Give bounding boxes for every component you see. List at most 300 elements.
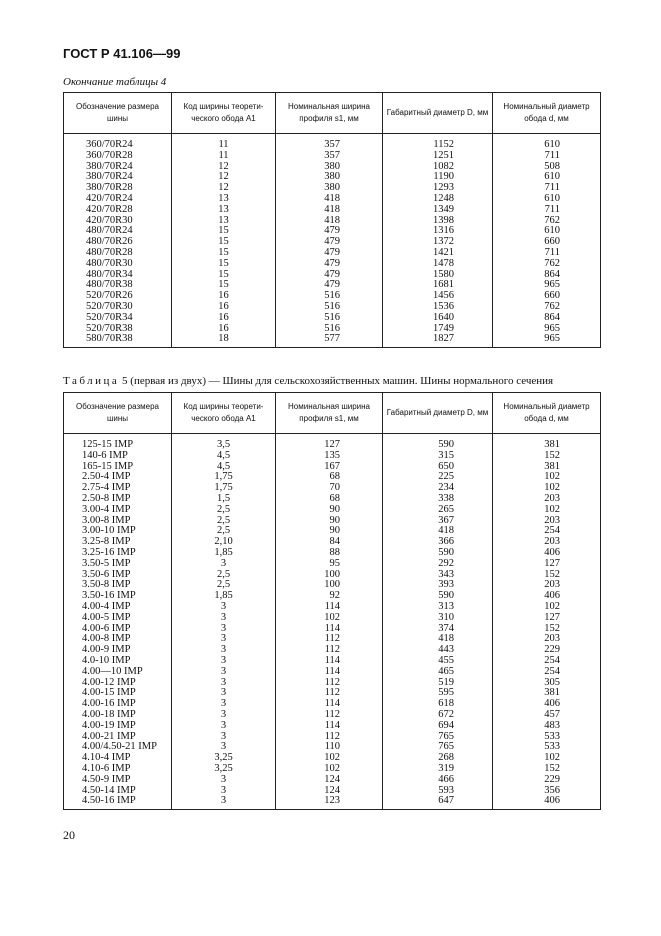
table-cell: 1749	[383, 324, 493, 335]
table-cell: 203	[493, 494, 601, 505]
table-cell: 593	[383, 786, 493, 797]
table-cell: 3.00-8 IMP	[64, 516, 172, 527]
table-cell: 114	[276, 624, 383, 635]
table-cell: 610	[493, 140, 601, 151]
table-cell: 420/70R30	[64, 216, 172, 227]
table-cell: 315	[383, 451, 493, 462]
table-cell: 11	[172, 140, 276, 151]
table-cell: 3	[172, 688, 276, 699]
table-cell: 114	[276, 656, 383, 667]
table-cell: 580/70R38	[64, 334, 172, 347]
table-cell: 466	[383, 775, 493, 786]
table-cell: 203	[493, 580, 601, 591]
document-header: ГОСТ Р 41.106—99	[63, 46, 181, 61]
table-row	[64, 205, 601, 216]
table-cell: 381	[493, 462, 601, 473]
table-cell: 672	[383, 710, 493, 721]
table-cell: 140-6 IMP	[64, 451, 172, 462]
table-cell: 11	[172, 151, 276, 162]
table-cell: 112	[276, 678, 383, 689]
table-cell: 1349	[383, 205, 493, 216]
table-cell: 393	[383, 580, 493, 591]
table-cell: 4.00-21 IMP	[64, 732, 172, 743]
table-cell: 12	[172, 172, 276, 183]
table5-caption	[63, 375, 553, 387]
table-cell: 1640	[383, 313, 493, 324]
table-cell: 152	[493, 624, 601, 635]
table-cell: 225	[383, 472, 493, 483]
table-cell: 418	[276, 194, 383, 205]
table-cell: 483	[493, 721, 601, 732]
table-cell: 15	[172, 280, 276, 291]
table-cell: 618	[383, 699, 493, 710]
table-cell: 1248	[383, 194, 493, 205]
table-cell: 102	[493, 483, 601, 494]
table-cell: 127	[493, 559, 601, 570]
table-cell: 2,5	[172, 505, 276, 516]
table-cell: 4.00—10 IMP	[64, 667, 172, 678]
table-cell: 90	[276, 516, 383, 527]
table5-column-header: Габаритный диаметр D, мм	[383, 393, 493, 434]
table-cell: 3	[172, 775, 276, 786]
table4-column-header: Номинальная ширина профиля s1, мм	[276, 93, 383, 134]
table-cell: 15	[172, 270, 276, 281]
table-cell: 380	[276, 183, 383, 194]
table-cell: 90	[276, 526, 383, 537]
table-cell: 1827	[383, 334, 493, 347]
table-cell: 12	[172, 162, 276, 173]
table-cell: 2.75-4 IMP	[64, 483, 172, 494]
table-cell: 4.00-15 IMP	[64, 688, 172, 699]
table-cell: 465	[383, 667, 493, 678]
table-cell: 4.50-16 IMP	[64, 796, 172, 809]
table-cell: 508	[493, 162, 601, 173]
table-cell: 123	[276, 796, 383, 809]
table-cell: 2.50-4 IMP	[64, 472, 172, 483]
table-cell: 165-15 IMP	[64, 462, 172, 473]
table-cell: 3	[172, 699, 276, 710]
table-cell: 1421	[383, 248, 493, 259]
table-cell: 1580	[383, 270, 493, 281]
table-cell: 16	[172, 324, 276, 335]
table-cell: 102	[276, 613, 383, 624]
table-cell: 3	[172, 624, 276, 635]
table-cell: 268	[383, 753, 493, 764]
table-cell: 4,5	[172, 462, 276, 473]
table-cell: 418	[276, 205, 383, 216]
table4-body	[64, 134, 601, 348]
table-row	[64, 559, 601, 570]
table-cell: 102	[493, 602, 601, 613]
table-cell: 520/70R34	[64, 313, 172, 324]
table-cell: 3	[172, 796, 276, 809]
table-cell: 457	[493, 710, 601, 721]
table-cell: 356	[493, 786, 601, 797]
table-cell: 3	[172, 710, 276, 721]
table-cell: 4.0-10 IMP	[64, 656, 172, 667]
table-cell: 1,85	[172, 591, 276, 602]
table-cell: 647	[383, 796, 493, 809]
table-cell: 381	[493, 688, 601, 699]
table-cell: 4.00-4 IMP	[64, 602, 172, 613]
table-cell: 254	[493, 656, 601, 667]
table5-header-row	[64, 393, 601, 434]
table-row	[64, 796, 601, 809]
table-cell: 254	[493, 526, 601, 537]
table-cell: 3,5	[172, 440, 276, 451]
table-cell: 124	[276, 775, 383, 786]
table-cell: 90	[276, 505, 383, 516]
table-cell: 3	[172, 634, 276, 645]
table-cell: 520/70R38	[64, 324, 172, 335]
table-5	[63, 392, 601, 810]
table-cell: 1,5	[172, 494, 276, 505]
table-cell: 965	[493, 324, 601, 335]
table-cell: 381	[493, 440, 601, 451]
table-cell: 16	[172, 291, 276, 302]
table-cell: 711	[493, 151, 601, 162]
table-cell: 152	[493, 451, 601, 462]
table-cell: 4.00/4.50-21 IMP	[64, 742, 172, 753]
table-cell: 380/70R28	[64, 183, 172, 194]
table-cell: 533	[493, 742, 601, 753]
table-cell: 127	[493, 613, 601, 624]
table-cell: 762	[493, 216, 601, 227]
table-cell: 420/70R24	[64, 194, 172, 205]
table4-column-header: Обозначение размера шины	[64, 93, 172, 134]
table-cell: 3	[172, 656, 276, 667]
table-cell: 18	[172, 334, 276, 347]
table-row	[64, 667, 601, 678]
table-cell: 112	[276, 732, 383, 743]
table-cell: 357	[276, 140, 383, 151]
table-cell: 70	[276, 483, 383, 494]
table-4	[63, 92, 601, 348]
table-cell: 480/70R34	[64, 270, 172, 281]
table-cell: 135	[276, 451, 383, 462]
table-row	[64, 259, 601, 270]
table-cell: 590	[383, 548, 493, 559]
table-cell: 479	[276, 259, 383, 270]
table-cell: 1456	[383, 291, 493, 302]
table-cell: 112	[276, 710, 383, 721]
table-cell: 1,75	[172, 483, 276, 494]
table-cell: 102	[493, 505, 601, 516]
table-cell: 203	[493, 537, 601, 548]
table-cell: 1536	[383, 302, 493, 313]
table-row	[64, 721, 601, 732]
table-cell: 15	[172, 226, 276, 237]
table5-body	[64, 434, 601, 810]
table-cell: 1251	[383, 151, 493, 162]
table5-column-header: Код ширины теорети-ческого обода A1	[172, 393, 276, 434]
table5-caption-text: 5 (первая из двух) — Шины для сельскохозяйственных машин. Шины нормального сечения	[119, 375, 554, 387]
table-cell: 374	[383, 624, 493, 635]
table-cell: 114	[276, 667, 383, 678]
table-cell: 3	[172, 613, 276, 624]
table-cell: 3	[172, 786, 276, 797]
table-cell: 520/70R26	[64, 291, 172, 302]
table-row	[64, 334, 601, 347]
table-cell: 380/70R24	[64, 172, 172, 183]
table-cell: 516	[276, 302, 383, 313]
table-cell: 864	[493, 313, 601, 324]
table-cell: 3.50-5 IMP	[64, 559, 172, 570]
table-cell: 114	[276, 602, 383, 613]
table-cell: 762	[493, 302, 601, 313]
table-cell: 1398	[383, 216, 493, 227]
table-cell: 4.00-16 IMP	[64, 699, 172, 710]
table4-column-header: Номинальный диаметр обода d, мм	[493, 93, 601, 134]
table-cell: 455	[383, 656, 493, 667]
table-cell: 3.25-8 IMP	[64, 537, 172, 548]
table-cell: 4.00-9 IMP	[64, 645, 172, 656]
table-cell: 1316	[383, 226, 493, 237]
table-cell: 2,5	[172, 526, 276, 537]
table-cell: 380	[276, 162, 383, 173]
table-cell: 3	[172, 742, 276, 753]
table-cell: 100	[276, 570, 383, 581]
table-cell: 1,85	[172, 548, 276, 559]
table-cell: 68	[276, 494, 383, 505]
table-cell: 112	[276, 688, 383, 699]
table-cell: 3,25	[172, 753, 276, 764]
table-cell: 595	[383, 688, 493, 699]
table-cell: 4.10-6 IMP	[64, 764, 172, 775]
table-cell: 660	[493, 291, 601, 302]
table-cell: 965	[493, 334, 601, 347]
table-cell: 12	[172, 183, 276, 194]
table-cell: 1190	[383, 172, 493, 183]
table-cell: 516	[276, 313, 383, 324]
table5-column-header: Номинальная ширина профиля s1, мм	[276, 393, 383, 434]
table-cell: 406	[493, 699, 601, 710]
table-cell: 4.00-5 IMP	[64, 613, 172, 624]
table-cell: 660	[493, 237, 601, 248]
table-cell: 3.00-4 IMP	[64, 505, 172, 516]
table-cell: 15	[172, 237, 276, 248]
table-cell: 1681	[383, 280, 493, 291]
table-row	[64, 613, 601, 624]
table-cell: 3	[172, 732, 276, 743]
table-cell: 650	[383, 462, 493, 473]
table-cell: 2,5	[172, 580, 276, 591]
table-cell: 3.00-10 IMP	[64, 526, 172, 537]
table-cell: 234	[383, 483, 493, 494]
table-cell: 229	[493, 775, 601, 786]
table-cell: 3.50-8 IMP	[64, 580, 172, 591]
table-cell: 3	[172, 559, 276, 570]
table-cell: 418	[383, 526, 493, 537]
table-cell: 4,5	[172, 451, 276, 462]
table-cell: 167	[276, 462, 383, 473]
table-cell: 102	[493, 472, 601, 483]
page-number: 20	[63, 828, 75, 842]
table-cell: 15	[172, 259, 276, 270]
table-row	[64, 451, 601, 462]
table-cell: 480/70R38	[64, 280, 172, 291]
table-cell: 4.00-12 IMP	[64, 678, 172, 689]
table-cell: 479	[276, 237, 383, 248]
table-cell: 479	[276, 226, 383, 237]
table-cell: 343	[383, 570, 493, 581]
table-cell: 127	[276, 440, 383, 451]
table-cell: 4.00-19 IMP	[64, 721, 172, 732]
table-cell: 114	[276, 721, 383, 732]
table-cell: 4.10-4 IMP	[64, 753, 172, 764]
table-cell: 519	[383, 678, 493, 689]
table-cell: 3.50-6 IMP	[64, 570, 172, 581]
table5-column-header: Обозначение размера шины	[64, 393, 172, 434]
table-cell: 292	[383, 559, 493, 570]
table-cell: 443	[383, 645, 493, 656]
table-cell: 203	[493, 516, 601, 527]
table-cell: 1372	[383, 237, 493, 248]
table-cell: 864	[493, 270, 601, 281]
table-cell: 765	[383, 732, 493, 743]
table-row	[64, 505, 601, 516]
table-cell: 16	[172, 313, 276, 324]
table-cell: 2,10	[172, 537, 276, 548]
table-cell: 480/70R26	[64, 237, 172, 248]
table-cell: 152	[493, 570, 601, 581]
table-cell: 2,5	[172, 516, 276, 527]
table-cell: 265	[383, 505, 493, 516]
table4-header-row	[64, 93, 601, 134]
table-cell: 13	[172, 216, 276, 227]
table-cell: 3	[172, 678, 276, 689]
table-cell: 1293	[383, 183, 493, 194]
table-cell: 313	[383, 602, 493, 613]
table-cell: 765	[383, 742, 493, 753]
table-cell: 1,75	[172, 472, 276, 483]
table-cell: 516	[276, 291, 383, 302]
table5-column-header: Номинальный диаметр обода d, мм	[493, 393, 601, 434]
table-cell: 711	[493, 183, 601, 194]
table-cell: 3	[172, 667, 276, 678]
table-cell: 1082	[383, 162, 493, 173]
table-cell: 16	[172, 302, 276, 313]
table-cell: 102	[276, 764, 383, 775]
table-cell: 610	[493, 172, 601, 183]
table5-caption-prefix: Таблица	[63, 375, 120, 387]
table-cell: 480/70R24	[64, 226, 172, 237]
table-cell: 92	[276, 591, 383, 602]
table4-column-header: Габаритный диаметр D, мм	[383, 93, 493, 134]
table-cell: 13	[172, 205, 276, 216]
table-cell: 366	[383, 537, 493, 548]
table4-caption: Окончание таблицы 4	[63, 76, 167, 88]
table-cell: 310	[383, 613, 493, 624]
table-cell: 357	[276, 151, 383, 162]
table-cell: 480/70R28	[64, 248, 172, 259]
table-cell: 152	[493, 764, 601, 775]
table-cell: 102	[276, 753, 383, 764]
table-cell: 360/70R24	[64, 140, 172, 151]
table-cell: 1478	[383, 259, 493, 270]
table-cell: 965	[493, 280, 601, 291]
table-cell: 2,5	[172, 570, 276, 581]
table-cell: 590	[383, 440, 493, 451]
table-cell: 479	[276, 270, 383, 281]
table-cell: 380/70R24	[64, 162, 172, 173]
table-cell: 367	[383, 516, 493, 527]
table-cell: 610	[493, 226, 601, 237]
table-cell: 420/70R28	[64, 205, 172, 216]
table-cell: 3	[172, 602, 276, 613]
table-cell: 15	[172, 248, 276, 259]
table-cell: 125-15 IMP	[64, 440, 172, 451]
table-cell: 610	[493, 194, 601, 205]
table-cell: 4.00-8 IMP	[64, 634, 172, 645]
table-cell: 3.50-16 IMP	[64, 591, 172, 602]
table-cell: 338	[383, 494, 493, 505]
table-cell: 124	[276, 786, 383, 797]
table-cell: 4.00-18 IMP	[64, 710, 172, 721]
table-cell: 1152	[383, 140, 493, 151]
table-row	[64, 313, 601, 324]
table-cell: 203	[493, 634, 601, 645]
table-cell: 711	[493, 205, 601, 216]
table-cell: 305	[493, 678, 601, 689]
table-cell: 84	[276, 537, 383, 548]
table-cell: 360/70R28	[64, 151, 172, 162]
table-cell: 3	[172, 645, 276, 656]
table-cell: 3	[172, 721, 276, 732]
table-cell: 406	[493, 796, 601, 809]
table-cell: 254	[493, 667, 601, 678]
table-cell: 3,25	[172, 764, 276, 775]
table-cell: 112	[276, 645, 383, 656]
table4-column-header: Код ширины теорети-ческого обода A1	[172, 93, 276, 134]
table-cell: 479	[276, 280, 383, 291]
table-cell: 516	[276, 324, 383, 335]
table-cell: 4.00-6 IMP	[64, 624, 172, 635]
table-cell: 590	[383, 591, 493, 602]
table-cell: 68	[276, 472, 383, 483]
table-cell: 762	[493, 259, 601, 270]
table-cell: 112	[276, 634, 383, 645]
table-cell: 577	[276, 334, 383, 347]
table-cell: 95	[276, 559, 383, 570]
table-cell: 88	[276, 548, 383, 559]
table-cell: 711	[493, 248, 601, 259]
table-cell: 2.50-8 IMP	[64, 494, 172, 505]
table-cell: 480/70R30	[64, 259, 172, 270]
table-cell: 479	[276, 248, 383, 259]
table-cell: 380	[276, 172, 383, 183]
table-cell: 694	[383, 721, 493, 732]
table-cell: 418	[276, 216, 383, 227]
table-row	[64, 775, 601, 786]
table-cell: 102	[493, 753, 601, 764]
table-cell: 520/70R30	[64, 302, 172, 313]
table-cell: 418	[383, 634, 493, 645]
table-cell: 319	[383, 764, 493, 775]
table-row	[64, 151, 601, 162]
table-cell: 406	[493, 548, 601, 559]
table-cell: 4.50-14 IMP	[64, 786, 172, 797]
table-cell: 114	[276, 699, 383, 710]
table-cell: 229	[493, 645, 601, 656]
table-cell: 406	[493, 591, 601, 602]
table-cell: 110	[276, 742, 383, 753]
table-cell: 13	[172, 194, 276, 205]
table-cell: 100	[276, 580, 383, 591]
table-cell: 3.25-16 IMP	[64, 548, 172, 559]
table-cell: 4.50-9 IMP	[64, 775, 172, 786]
table-cell: 533	[493, 732, 601, 743]
